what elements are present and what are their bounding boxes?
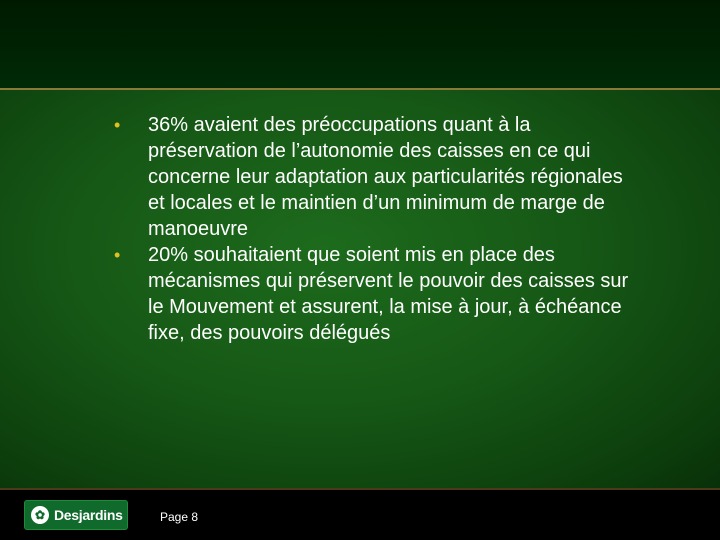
slide-header-band: [0, 0, 720, 88]
bullet-item: [114, 242, 644, 346]
bullet-text: 20% souhaitaient que soient mis en place des mécanismes qui préservent le pouvoir des caisses sur le Mouvement et assurent, la mise à jour, à échéance fixe, des pouvoirs délégués: [148, 244, 629, 344]
page-number: Page 8: [160, 510, 199, 524]
bullet-text: 36% avaient des préoccupations quant à la préservation de l’autonomie des caisses en ce qui concerne leur adaptation aux particularités régionales et locales et le maintien d’un minimum de marge de manoeuvre: [148, 114, 623, 240]
logo-text: Desjardins: [54, 507, 123, 523]
desjardins-logo-icon: ✿: [31, 506, 49, 524]
bullet-marker: •: [114, 115, 121, 135]
bullet-list: [114, 112, 644, 346]
desjardins-logo: [24, 500, 128, 530]
bullet-item: [114, 112, 644, 242]
bullet-marker: •: [114, 245, 121, 265]
